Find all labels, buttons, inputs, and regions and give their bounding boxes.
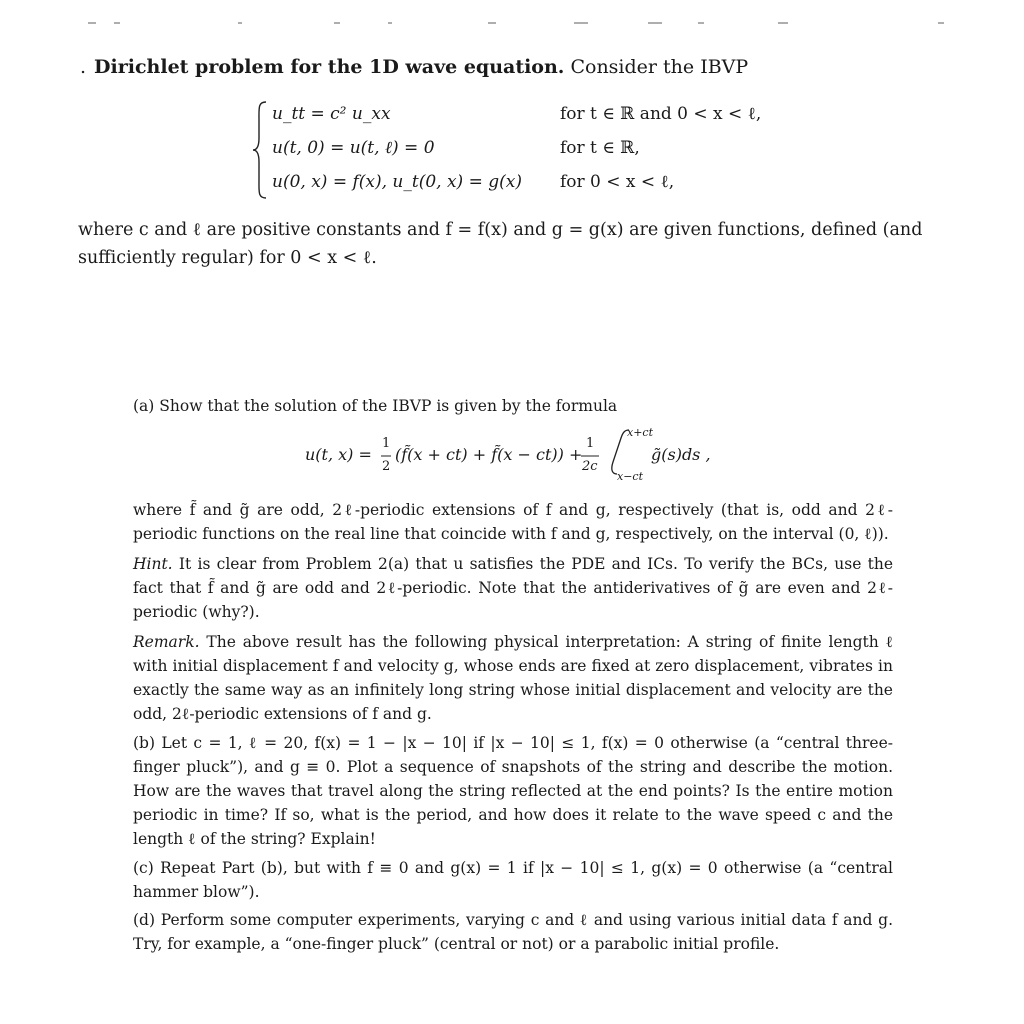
formula-frac1-num: 1 <box>382 436 391 451</box>
pde-condition: for t ∈ ℝ and 0 < x < ℓ, <box>560 104 762 124</box>
integral-upper-limit: x+ct <box>627 426 654 439</box>
problem-bullet: . <box>80 56 87 78</box>
part-b-paragraph: (b) Let c = 1, ℓ = 20, f(x) = 1 − |x − 10| if |x − 10| ≤ 1, f(x) = 0 otherwise (a “central three-finger pluck”), and g ≡ 0. Plot a sequence of snapshots of the string and describe the motion. How are the waves that travel along the string reflected at the end points? Is the entire motion periodic in time? If so, what is the period, and how does it relate to the wave speed c and the length ℓ of the string? Explain! <box>133 734 893 848</box>
hint-text: It is clear from Problem 2(a) that u satisfies the PDE and ICs. To verify the BCs, use the fact that f̃ and g̃ are odd and 2ℓ-periodic. Note that the antiderivatives of g̃ are even and 2ℓ-periodic (why?). <box>133 555 893 621</box>
part-a-statement: (a) Show that the solution of the IBVP is given by the formula <box>133 397 618 415</box>
formula-integrand: g̃(s)ds , <box>651 445 711 464</box>
pde-equation: u_tt = c² u_xx <box>272 104 391 124</box>
left-brace <box>252 100 268 200</box>
remark-text: The above result has the following physical interpretation: A string of finite length ℓ with initial displacement f and velocity g, whose ends are fixed at zero displacement, vibrates in exactly the same way as an infinitely long string whose initial displacement and velocity are the odd, 2ℓ-periodic extensions of f and g. <box>133 633 893 723</box>
problem-heading <box>80 56 748 78</box>
remark-label: Remark. <box>133 633 200 651</box>
formula-frac2-num: 1 <box>586 436 595 451</box>
formula-frac2-den: 2c <box>582 459 598 474</box>
bc-condition: for t ∈ ℝ, <box>560 138 640 158</box>
problem-intro: Consider the IBVP <box>570 56 749 78</box>
solution-formula <box>305 428 745 484</box>
part-d-paragraph: (d) Perform some computer experiments, varying c and ℓ and using various initial data f and g. Try, for example, a “one-finger pluck” (central or not) or a parabolic initial profile. <box>133 911 893 953</box>
part-a-where: where f̃ and g̃ are odd, 2ℓ-periodic extensions of f and g, respectively (that is, odd and 2ℓ-periodic functions on the real line that coincide with f and g, respectively, on the interval (0, ℓ)). <box>133 501 893 543</box>
ic-condition: for 0 < x < ℓ, <box>560 172 675 192</box>
problem-title: Dirichlet problem for the 1D wave equation. <box>94 56 565 78</box>
bc-equation: u(t, 0) = u(t, ℓ) = 0 <box>272 138 435 158</box>
formula-lhs: u(t, x) = <box>305 445 372 464</box>
hint-label: Hint. <box>133 555 173 573</box>
cropped-header-remnant <box>88 18 948 28</box>
formula-frac1-den: 2 <box>382 459 391 474</box>
hint-paragraph <box>133 552 893 624</box>
remark-paragraph <box>133 630 893 726</box>
integral-lower-limit: x−ct <box>617 470 644 483</box>
ic-equation: u(0, x) = f(x), u_t(0, x) = g(x) <box>272 172 522 192</box>
ibvp-system <box>252 100 812 200</box>
formula-middle: (f̃(x + ct) + f̃(x − ct)) + <box>395 445 583 464</box>
where-paragraph: where c and ℓ are positive constants and f = f(x) and g = g(x) are given functions, defined (and sufficiently regular) for 0 < x < ℓ. <box>78 220 923 268</box>
part-c-paragraph: (c) Repeat Part (b), but with f ≡ 0 and g(x) = 1 if |x − 10| ≤ 1, g(x) = 0 otherwise (a “central hammer blow”). <box>133 859 893 901</box>
